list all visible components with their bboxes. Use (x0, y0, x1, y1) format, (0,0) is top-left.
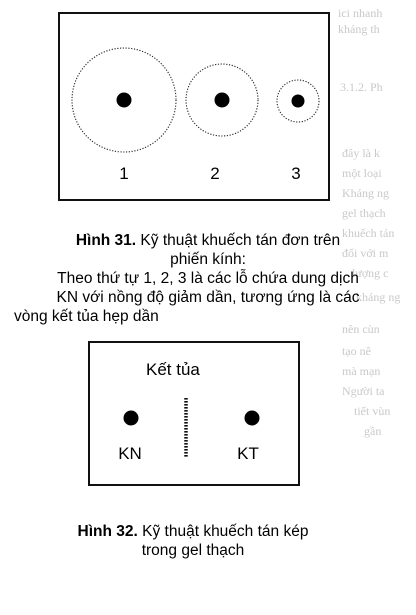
bg-fragment: gel thạch (342, 206, 386, 220)
caption-31-line-4: KN với nồng độ giảm dần, tương ứng là các (56, 289, 360, 306)
bg-fragment: 3.1.2. Ph (340, 80, 383, 94)
bg-fragment: mà mạn (342, 364, 381, 378)
bg-fragment: Người ta (342, 384, 385, 398)
bg-fragment: kháng ng (356, 290, 401, 304)
caption-32-line-2: trong gel thạch (141, 542, 245, 559)
bg-fragment: đây là k (342, 146, 380, 160)
antibody-well-dot (245, 411, 260, 426)
caption-32-label: Hình 32. (77, 523, 138, 540)
bg-fragment: đối với m (342, 246, 389, 260)
bg-fragment: lượng c (352, 266, 389, 280)
well-label-1: 1 (119, 164, 129, 183)
caption-32-title: Kỹ thuật khuếch tán kép (142, 523, 309, 540)
antigen-label: KN (118, 444, 142, 463)
bg-fragment: tiết vùn (354, 404, 391, 418)
caption-31-line-2: phiến kính: (170, 251, 246, 268)
antibody-label: KT (237, 444, 259, 463)
bg-fragment: gần (364, 424, 382, 438)
well-label-3: 3 (291, 164, 301, 183)
well-label-2: 2 (210, 164, 220, 183)
bg-fragment: nên cùn (342, 322, 380, 336)
bg-fragment: một loại (342, 166, 382, 180)
bg-fragment: kháng th (338, 22, 380, 36)
precipitate-label: Kết tủa (146, 360, 200, 379)
bg-fragment: tạo nê (342, 344, 371, 358)
caption-31-line-5: vòng kết tủa hẹp dần (14, 308, 159, 325)
caption-31-label: Hình 31. (75, 232, 137, 249)
antigen-well-dot (124, 411, 139, 426)
caption-31-title: Kỹ thuật khuếch tán đơn trên (140, 232, 341, 249)
bg-fragment: Kháng ng (342, 186, 389, 200)
bg-fragment: ici nhanh (338, 6, 383, 20)
figure-32-caption (0, 522, 386, 560)
bg-fragment: khuếch tán (342, 226, 395, 240)
caption-32-line-1 (0, 522, 386, 541)
caption-31-line-3: Theo thứ tự 1, 2, 3 là các lỗ chứa dung dịch (57, 270, 359, 287)
